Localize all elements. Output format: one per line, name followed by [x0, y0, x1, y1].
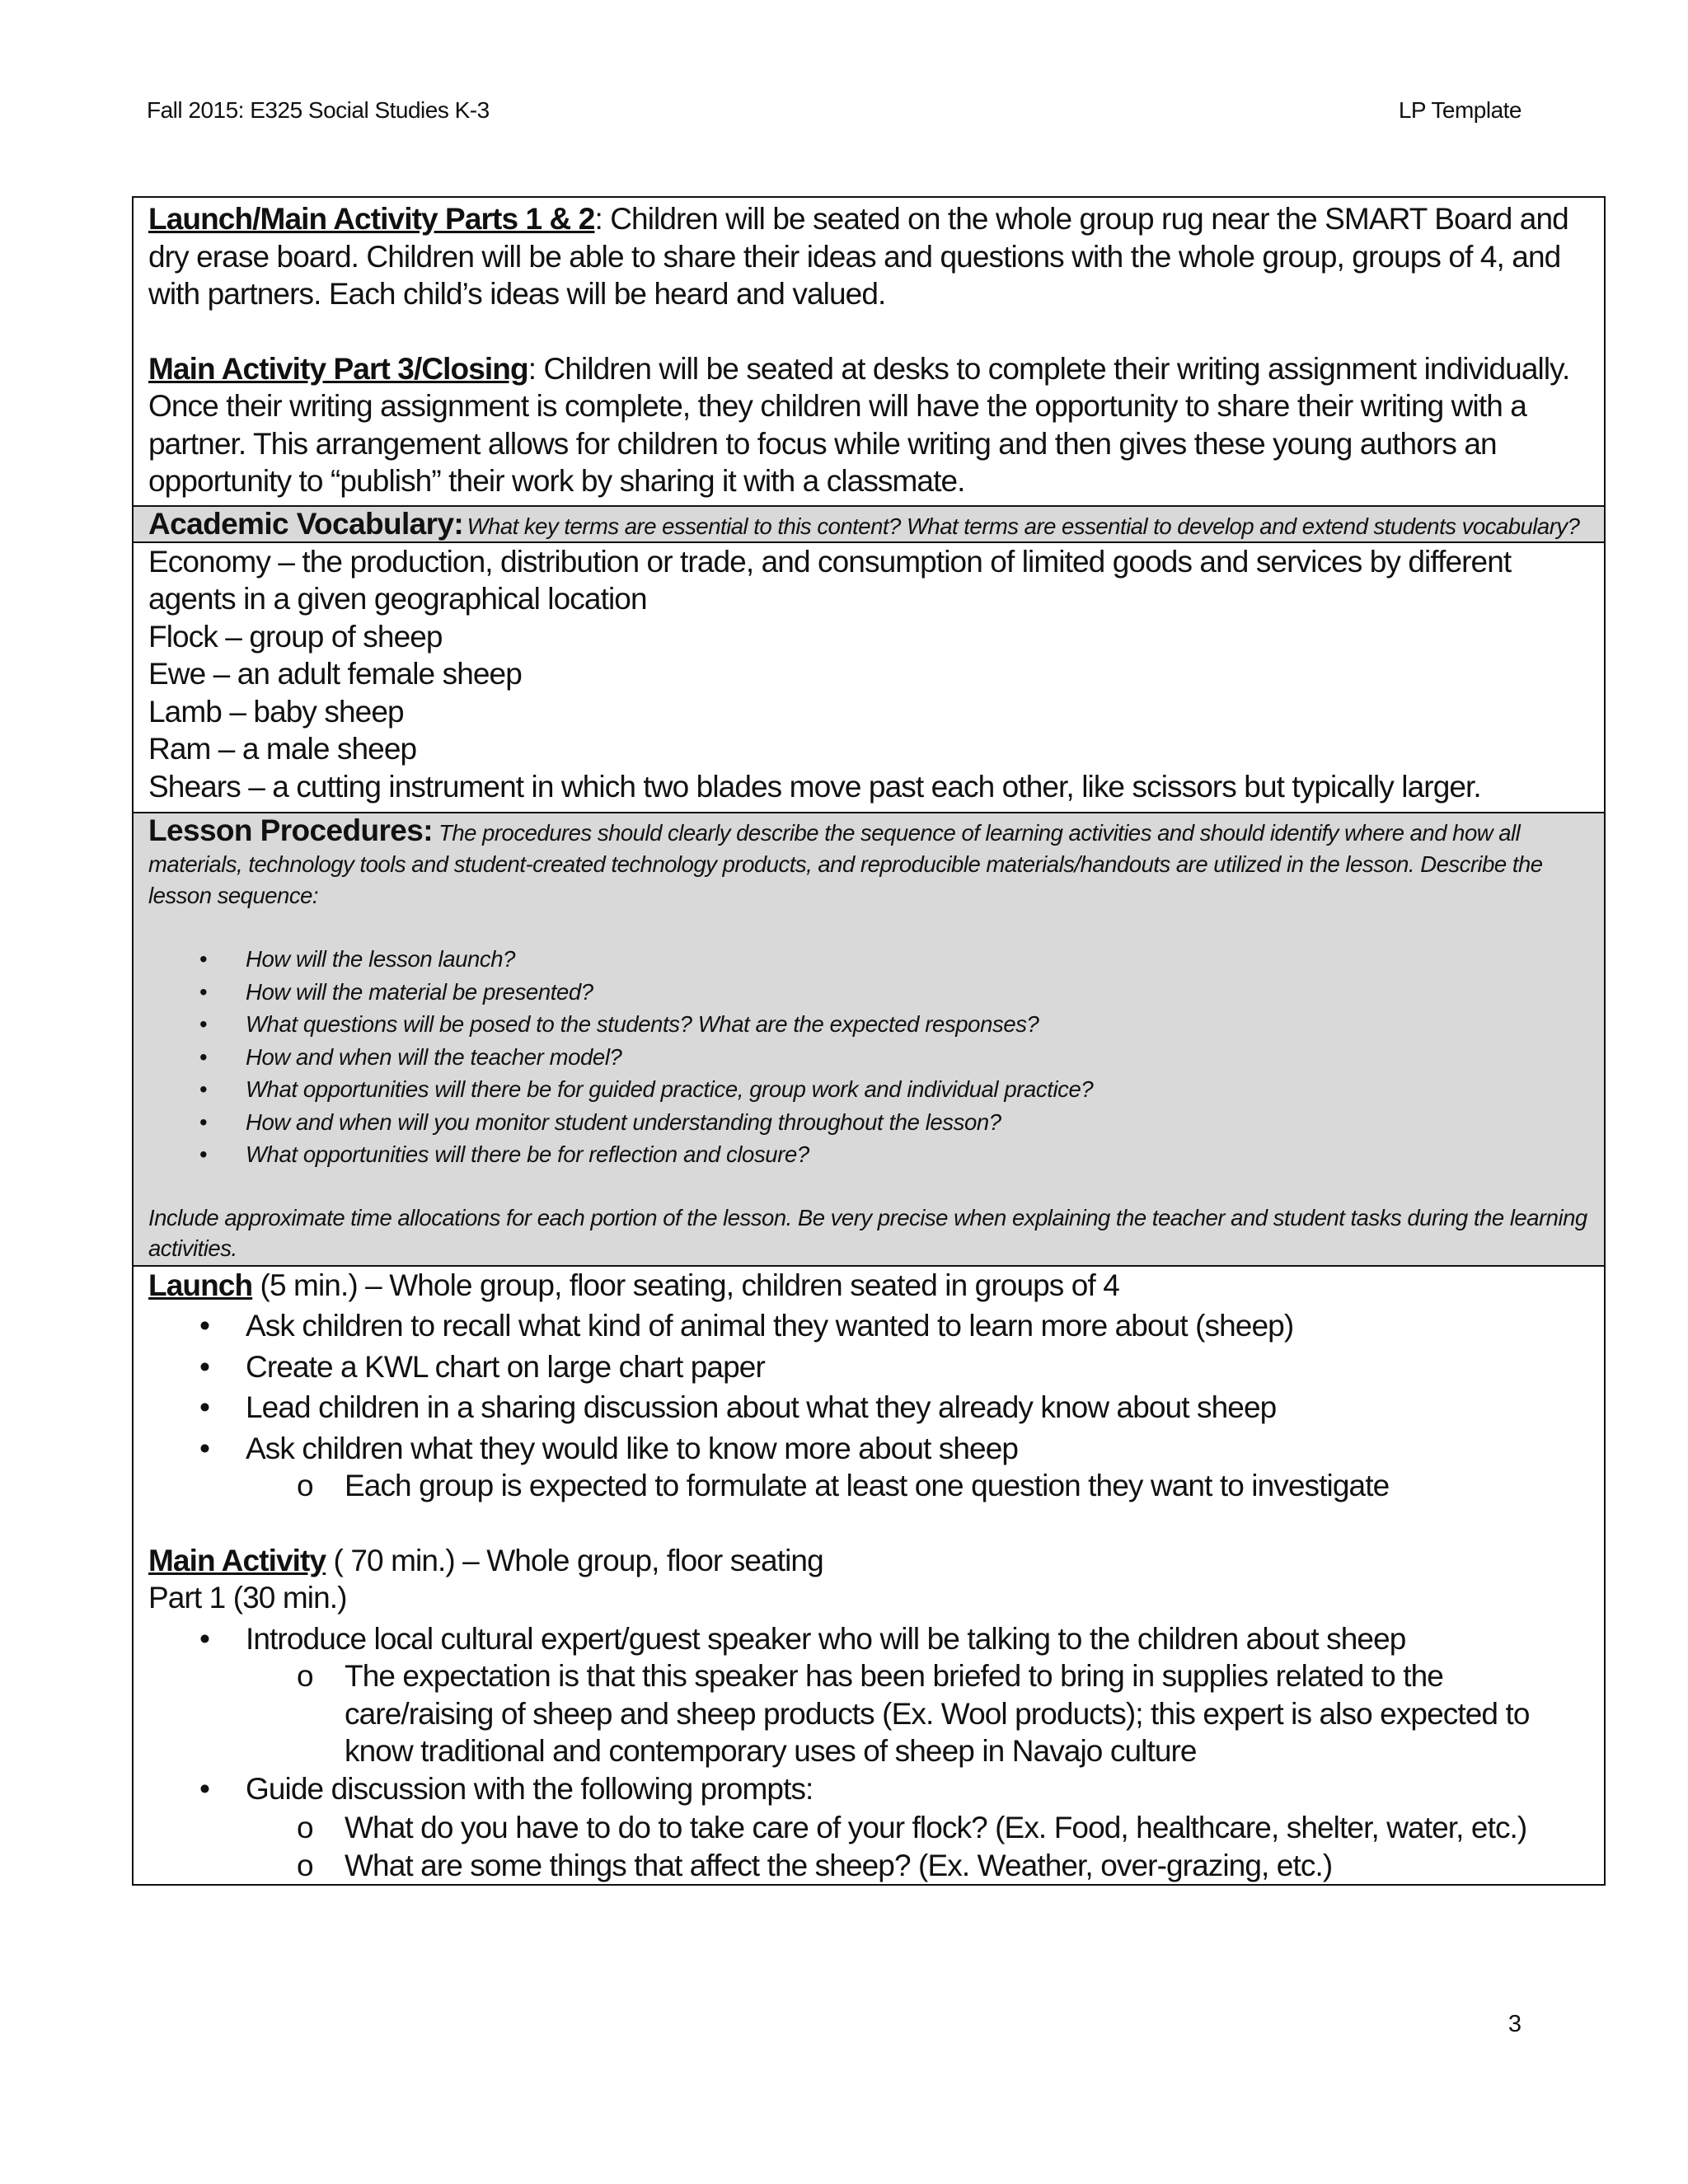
vocab-term: Ewe – an adult female sheep — [148, 657, 522, 691]
procedures-questions — [148, 943, 1589, 1171]
launch-arrangement-text: : Children will be seated on the whole group rug near the SMART Board and dry erase board. Children will be able to share their ideas and questions with the whole group, groups of 4, and with partners. Each child’s ideas will be heard and valued. — [148, 202, 1568, 311]
header-course: Fall 2015: E325 Social Studies K-3 — [147, 97, 490, 123]
vocabulary-terms — [134, 543, 1604, 814]
main-activity-item: • Guide discussion with the following prompts: — [148, 1770, 1589, 1808]
procedures-header — [134, 813, 1604, 1267]
launch-desc: (5 min.) – Whole group, floor seating, children seated in groups of 4 — [252, 1268, 1119, 1302]
header-doc-type: LP Template — [1398, 97, 1522, 123]
vocab-term: Ram – a male sheep — [148, 732, 417, 766]
vocab-term: Lamb – baby sheep — [148, 694, 404, 729]
lesson-plan-table — [132, 196, 1606, 1886]
vocab-term: Flock – group of sheep — [148, 619, 443, 654]
procedures-footer: Include approximate time allocations for each portion of the lesson. Be very precise when explaining the teacher and student tasks during the learning activities. — [148, 1204, 1587, 1261]
launch-item: • Ask children to recall what kind of animal they wanted to learn more about (sheep) — [148, 1307, 1589, 1345]
main-activity-subitem: o What are some things that affect the sheep? (Ex. Weather, over-grazing, etc.) — [148, 1847, 1589, 1885]
procedure-question: • What questions will be posed to the students? What are the expected responses? — [148, 1008, 1589, 1041]
procedure-question: • How will the lesson launch? — [148, 943, 1589, 976]
arrangement-cell — [134, 198, 1604, 507]
launch-item: • Lead children in a sharing discussion about what they already know about sheep — [148, 1389, 1589, 1427]
main-activity-list — [148, 1620, 1589, 1885]
procedure-question: • What opportunities will there be for reflection and closure? — [148, 1138, 1589, 1171]
main-activity-desc: ( 70 min.) – Whole group, floor seating — [326, 1543, 823, 1577]
lesson-body — [134, 1267, 1604, 1885]
spacer — [148, 1505, 1589, 1542]
main-activity-part: Part 1 (30 min.) — [148, 1581, 347, 1615]
vocabulary-header — [134, 507, 1604, 543]
vocab-term: Economy – the production, distribution or trade, and consumption of limited goods and services by different agents in a given geographical location — [148, 544, 1512, 616]
closing-arrangement-label: Main Activity Part 3/Closing — [148, 351, 528, 386]
main-activity-item: • Introduce local cultural expert/guest speaker who will be talking to the children about sheep — [148, 1620, 1589, 1658]
launch-arrangement-label: Launch/Main Activity Parts 1 & 2 — [148, 202, 595, 236]
vocabulary-title: Academic Vocabulary: — [148, 506, 464, 541]
launch-heading — [148, 1267, 1589, 1305]
procedure-question: • What opportunities will there be for guided practice, group work and individual practice? — [148, 1073, 1589, 1106]
main-activity-subitem: o What do you have to do to take care of your flock? (Ex. Food, healthcare, shelter, water, etc.) — [148, 1809, 1589, 1847]
procedure-question: • How and when will the teacher model? — [148, 1041, 1589, 1074]
procedures-title: Lesson Procedures: — [148, 813, 433, 847]
launch-arrangement — [148, 200, 1589, 313]
spacer — [148, 313, 1589, 350]
launch-list — [148, 1307, 1589, 1505]
closing-arrangement — [148, 350, 1589, 500]
vocabulary-prompt: What key terms are essential to this content? What terms are essential to develop and extend students vocabulary? — [467, 513, 1580, 539]
launch-label: Launch — [148, 1268, 253, 1302]
procedure-question: • How and when will you monitor student understanding throughout the lesson? — [148, 1106, 1589, 1139]
launch-item: • Create a KWL chart on large chart paper — [148, 1348, 1589, 1386]
procedures-prompt: The procedures should clearly describe the sequence of learning activities and should identify where and how all materials, technology tools and student-created technology products, and reproducible materials/handouts are utilized in the lesson. Describe the lesson sequence: — [148, 820, 1543, 908]
closing-arrangement-text: : Children will be seated at desks to complete their writing assignment individually. Once their writing assignment is complete, they children will have the opportunity to share their writing with a partner. This arrangement allows for children to focus while writing and then gives these young authors an opportunity to “publish” their work by sharing it with a classmate. — [148, 351, 1570, 498]
page-number: 3 — [1507, 2011, 1522, 2037]
procedures-intro — [148, 815, 1589, 912]
launch-subitem: o Each group is expected to formulate at least one question they want to investigate — [148, 1467, 1589, 1505]
main-activity-label: Main Activity — [148, 1543, 326, 1577]
vocab-term: Shears – a cutting instrument in which two blades move past each other, like scissors but typically larger. — [148, 769, 1481, 804]
procedure-question: • How will the material be presented? — [148, 976, 1589, 1009]
main-activity-heading — [148, 1542, 1589, 1580]
main-activity-subitem: o The expectation is that this speaker has been briefed to bring in supplies related to the care/raising of sheep and sheep products (Ex. Wool products); this expert is also expected to know traditional and contemporary uses of sheep in Navajo culture — [148, 1657, 1589, 1770]
launch-item: • Ask children what they would like to know more about sheep — [148, 1430, 1589, 1468]
